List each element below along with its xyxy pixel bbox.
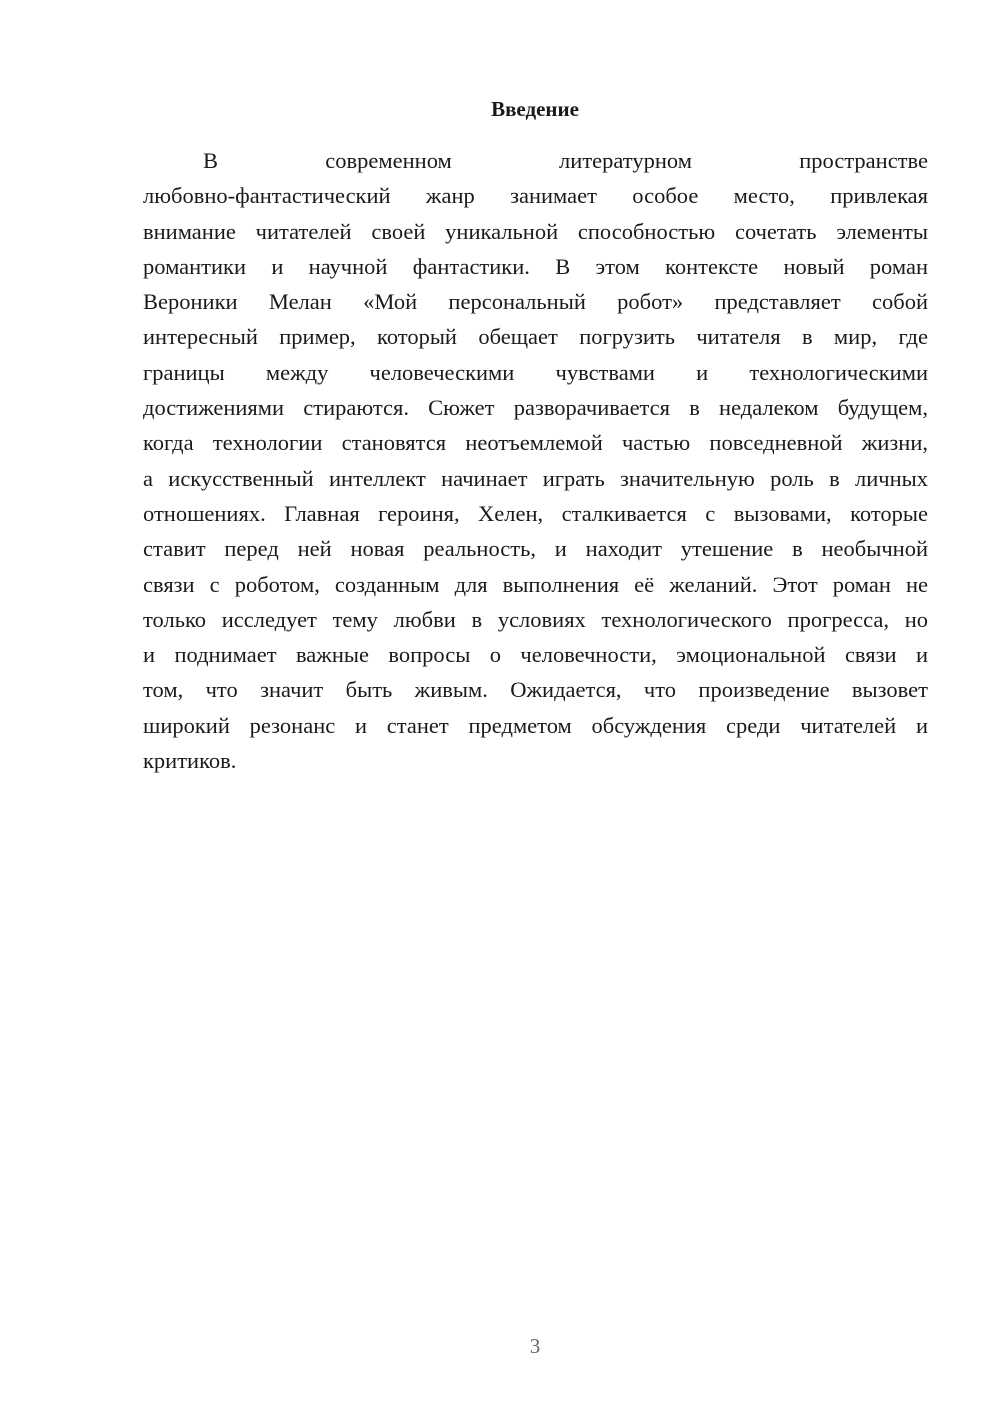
paragraph-line: достижениями стираются. Сюжет разворачивается в недалеком будущем, <box>143 395 928 421</box>
paragraph-line: внимание читателей своей уникальной способностью сочетать элементы <box>143 218 928 244</box>
paragraph-line: границы между человеческими чувствами и технологическими <box>143 359 928 385</box>
intro-paragraph <box>143 146 928 781</box>
paragraph-line: а искусственный интеллект начинает играть значительную роль в личных <box>143 465 928 491</box>
paragraph-line: и поднимает важные вопросы о человечности, эмоциональной связи и <box>143 642 928 668</box>
paragraph-line: Вероники Мелан «Мой персональный робот» представляет собой <box>143 289 928 315</box>
paragraph-line: критиков. <box>143 748 237 774</box>
section-heading: Введение <box>491 97 579 121</box>
paragraph-line: В современном литературном пространстве <box>203 148 928 173</box>
paragraph-line: только исследует тему любви в условиях технологического прогресса, но <box>143 606 928 632</box>
paragraph-line: интересный пример, который обещает погрузить читателя в мир, где <box>143 324 928 350</box>
paragraph-line: романтики и научной фантастики. В этом контексте новый роман <box>143 253 928 279</box>
paragraph-line: связи с роботом, созданным для выполнения её желаний. Этот роман не <box>143 571 928 597</box>
paragraph-line: любовно-фантастический жанр занимает особое место, привлекая <box>143 183 928 209</box>
page-number: 3 <box>529 1334 541 1358</box>
paragraph-line: том, что значит быть живым. Ожидается, что произведение вызовет <box>143 677 928 703</box>
paragraph-line: широкий резонанс и станет предметом обсуждения среди читателей и <box>143 712 928 738</box>
paragraph-line: ставит перед ней новая реальность, и находит утешение в необычной <box>143 536 928 562</box>
paragraph-line: когда технологии становятся неотъемлемой частью повседневной жизни, <box>143 430 928 456</box>
paragraph-line: отношениях. Главная героиня, Хелен, сталкивается с вызовами, которые <box>143 500 928 526</box>
